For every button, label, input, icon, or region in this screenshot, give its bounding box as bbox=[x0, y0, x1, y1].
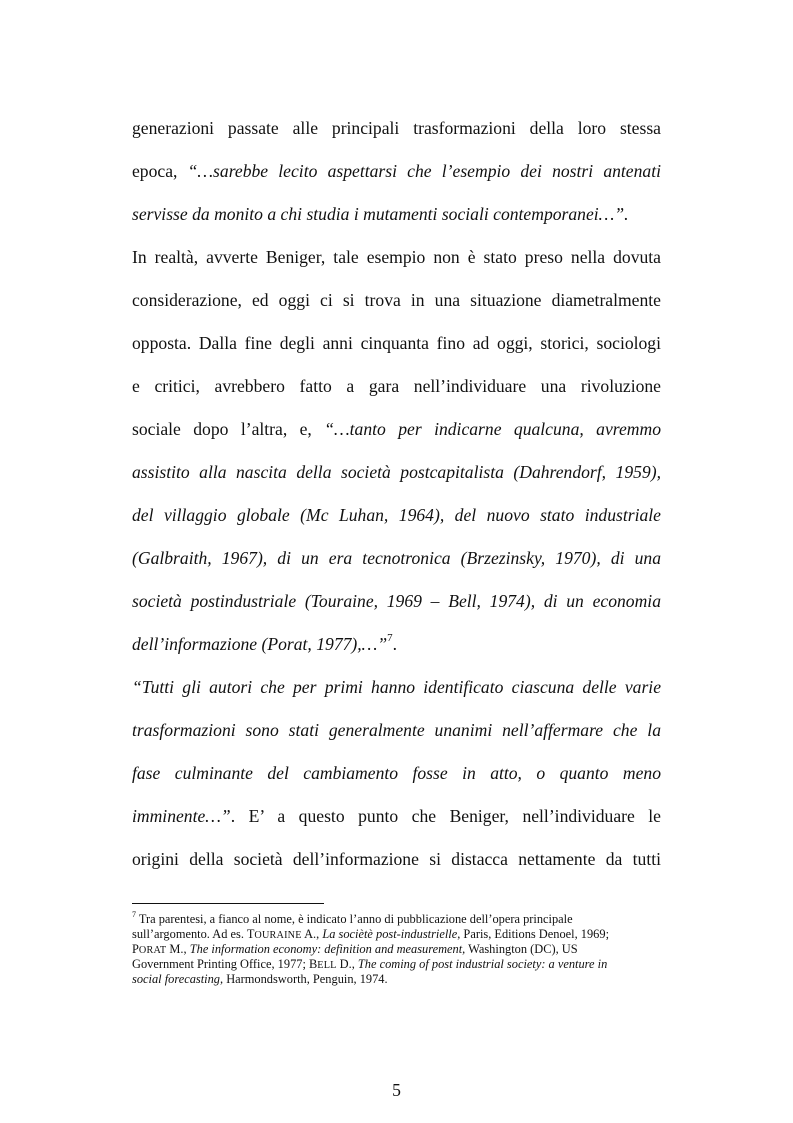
page-number: 5 bbox=[392, 1080, 401, 1100]
text-run: . E’ a questo punto che Beniger, nell’individuare le bbox=[230, 806, 661, 826]
text-run: Harmondsworth, Penguin, 1974. bbox=[223, 972, 388, 986]
text-run: epoca, bbox=[132, 161, 188, 181]
author-name bbox=[309, 957, 337, 971]
book-title: La sociètè post-industrielle bbox=[322, 927, 458, 941]
body-line-18: origini della società dell’informazione si distacca nettamente da tutti bbox=[132, 849, 661, 869]
small-caps: OURAINE bbox=[254, 930, 302, 941]
author-name bbox=[247, 927, 302, 941]
footnote-separator bbox=[132, 903, 324, 904]
body-line-9 bbox=[132, 461, 661, 483]
body-line-2 bbox=[132, 160, 661, 182]
body-line-11 bbox=[132, 547, 661, 569]
quotation: società postindustriale (Touraine, 1969 – Bell, 1974), di un economia bbox=[132, 591, 661, 611]
footnote-line-3 bbox=[132, 942, 661, 958]
body-line-3 bbox=[132, 203, 661, 225]
author-name bbox=[132, 942, 166, 956]
body-line-1: generazioni passate alle principali trasformazioni della loro stessa bbox=[132, 118, 661, 138]
body-line-7: e critici, avrebbero fatto a gara nell’individuare una rivoluzione bbox=[132, 376, 661, 396]
text-run: D., bbox=[336, 957, 358, 971]
body-line-4: In realtà, avverte Beniger, tale esempio non è stato preso nella dovuta bbox=[132, 247, 661, 267]
body-line-8 bbox=[132, 418, 661, 440]
footnote-line-4 bbox=[132, 957, 661, 973]
initial: B bbox=[309, 957, 318, 971]
text-run: Tra parentesi, a fianco al nome, è indicato l’anno di pubblicazione dell’opera principale bbox=[136, 912, 573, 926]
quotation: imminente…” bbox=[132, 806, 231, 826]
footnote-reference[interactable]: 7 bbox=[387, 632, 393, 645]
body-line-16 bbox=[132, 762, 661, 784]
book-title: social forecasting, bbox=[132, 972, 224, 986]
book-title: The information economy: definition and measurement, bbox=[189, 942, 466, 956]
book-title: The coming of post industrial society: a venture in bbox=[357, 957, 608, 971]
text-run: Government Printing Office, 1977; bbox=[132, 957, 309, 971]
body-line-6: opposta. Dalla fine degli anni cinquanta fino ad oggi, storici, sociologi bbox=[132, 333, 661, 353]
body-line-10 bbox=[132, 504, 661, 526]
body-line-12 bbox=[132, 590, 661, 612]
text-run: sociale dopo l’altra, e, bbox=[132, 419, 325, 439]
footnote-line-5 bbox=[132, 972, 661, 986]
body-line-15 bbox=[132, 719, 661, 741]
footnote-line-1 bbox=[132, 909, 661, 926]
small-caps: ORAT bbox=[138, 945, 167, 956]
quotation: fase culminante del cambiamento fosse in atto, o quanto meno bbox=[132, 763, 661, 783]
initial: P bbox=[132, 942, 139, 956]
body-line-13 bbox=[132, 633, 661, 655]
footnote-mark: 7 bbox=[132, 909, 136, 919]
quotation: servisse da monito a chi studia i mutamenti sociali contemporanei…”. bbox=[132, 204, 629, 224]
text-run: , Paris, Editions Denoel, 1969; bbox=[457, 927, 610, 941]
quotation: “…tanto per indicarne qualcuna, avremmo bbox=[324, 419, 661, 439]
quotation: assistito alla nascita della società postcapitalista (Dahrendorf, 1959), bbox=[132, 462, 661, 482]
text-run: M., bbox=[166, 942, 190, 956]
quotation: “Tutti gli autori che per primi hanno identificato ciascuna delle varie bbox=[132, 677, 661, 697]
small-caps: ELL bbox=[317, 960, 337, 971]
text-run: A., bbox=[301, 927, 323, 941]
body-line-5: considerazione, ed oggi ci si trova in una situazione diametralmente bbox=[132, 290, 661, 310]
text-run: sull’argomento. Ad es. bbox=[132, 927, 247, 941]
quotation: dell’informazione (Porat, 1977),…” bbox=[132, 634, 388, 654]
body-line-17 bbox=[132, 805, 661, 827]
text-run: . bbox=[392, 634, 398, 654]
quotation: “…sarebbe lecito aspettarsi che l’esempio dei nostri antenati bbox=[187, 161, 661, 181]
quotation: trasformazioni sono stati generalmente unanimi nell’affermare che la bbox=[132, 720, 661, 740]
quotation: del villaggio globale (Mc Luhan, 1964), del nuovo stato industriale bbox=[132, 505, 661, 525]
body-line-14 bbox=[132, 676, 661, 698]
quotation: (Galbraith, 1967), di un era tecnotronica (Brzezinsky, 1970), di una bbox=[132, 548, 661, 568]
footnote-line-2 bbox=[132, 927, 661, 943]
initial: T bbox=[246, 927, 255, 941]
text-run: Washington (DC), US bbox=[465, 942, 578, 956]
